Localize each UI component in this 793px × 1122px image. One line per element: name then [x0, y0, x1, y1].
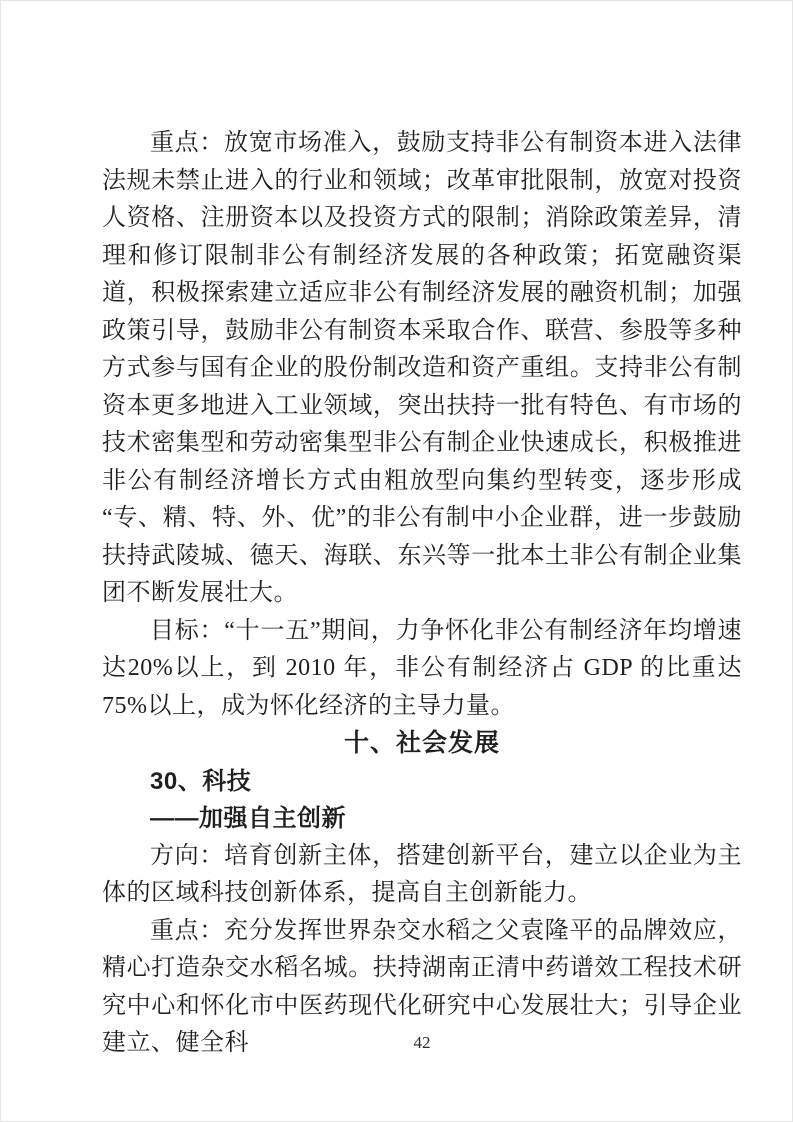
subsection-heading-science-technology: 30、科技: [150, 767, 252, 795]
section-heading-social-development: 十、社会发展: [343, 729, 500, 757]
subsection-heading-independent-innovation: ——加强自主创新: [150, 805, 346, 832]
paragraph-goals-economy: 目标：“十一五”期间，力争怀化非公有制经济年均增速达20%以上，到 2010 年，非公有制经济占 GDP 的比重达 75%以上，成为怀化经济的主导力量。: [102, 617, 742, 719]
page-number: 42: [413, 1033, 431, 1052]
paragraph-direction-tech: 方向：培育创新主体，搭建创新平台，建立以企业为主体的区域科技创新体系，提高自主创新能力。: [102, 842, 742, 906]
document-body: [102, 125, 742, 1063]
paragraph-key-points-tech: 重点：充分发挥世界杂交水稻之父袁隆平的品牌效应，精心打造杂交水稻名城。扶持湖南正清中药谱效工程技术研究中心和怀化市中医药现代化研究中心发展壮大；引导企业建立、健全科: [102, 917, 742, 1056]
paragraph-key-points-economy: 重点：放宽市场准入，鼓励支持非公有制资本进入法律法规未禁止进入的行业和领域；改革审批限制，放宽对投资人资格、注册资本以及投资方式的限制；消除政策差异，清理和修订限制非公有制经济发展的各种政策；拓宽融资渠道，积极探索建立适应非公有制经济发展的融资机制；加强政策引导，鼓励非公有制资本采取合作、联营、参股等多种方式参与国有企业的股份制改造和资产重组。支持非公有制资本更多地进入工业领域，突出扶持一批有特色、有市场的技术密集型和劳动密集型非公有制企业快速成长，积极推进非公有制经济增长方式由粗放型向集约型转变，逐步形成“专、精、特、外、优”的非公有制中小企业群，进一步鼓励扶持武陵城、德天、海联、东兴等一批本土非公有制企业集团不断发展壮大。: [102, 130, 742, 606]
